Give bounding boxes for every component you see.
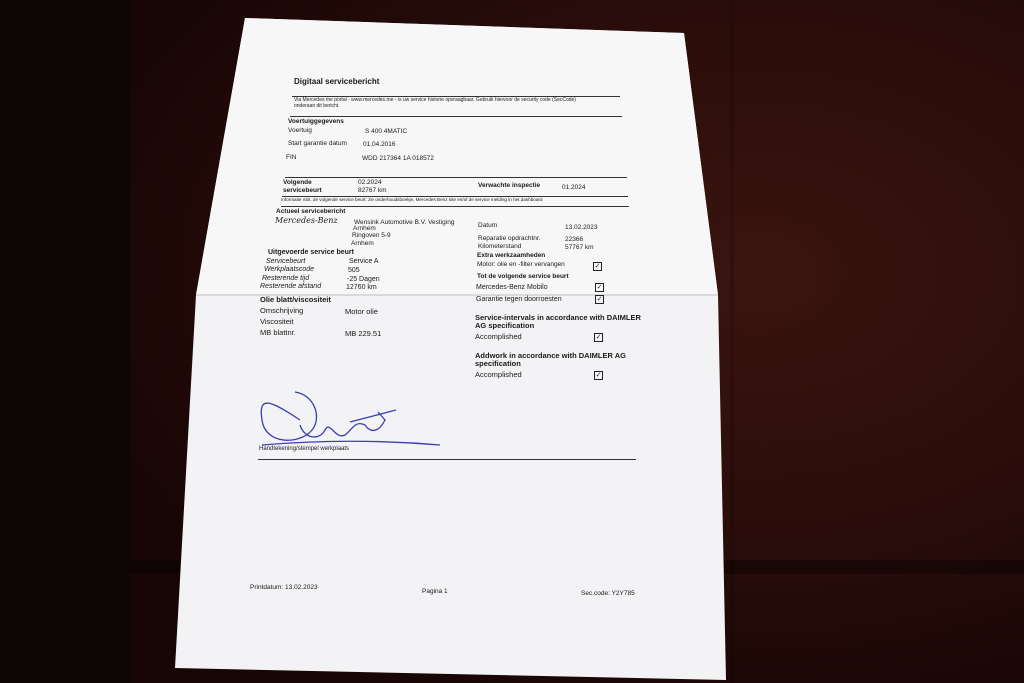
next-service-date: 02.2024 — [358, 179, 382, 186]
next-service-label-1: Volgende — [283, 179, 312, 186]
checkbox-checked-icon: ✓ — [596, 296, 603, 303]
addwork-title-2: specification — [475, 359, 521, 368]
oil-title: Olie blatt/viscositeit — [260, 295, 331, 304]
performed-title: Uitgevoerde service beurt — [268, 249, 354, 256]
performed-value: 12760 km — [346, 284, 377, 291]
repair-order-label: Reparatie opdrachtnr. — [478, 235, 541, 242]
signature-line — [258, 459, 636, 460]
checkbox-checked-icon: ✓ — [595, 372, 602, 379]
warranty-start-label: Start garantie datum — [288, 140, 347, 147]
mercedes-benz-logo: Mercedes-Benz — [275, 216, 338, 225]
oil-label: Viscositeit — [260, 317, 294, 326]
intro-line-1: Via Mercedes me portal - www.mercedes.me - is uw service historie opvraagbaar. Gebruik hiervoor de security code (SecCode) — [294, 97, 576, 103]
vehicle-value: S 400 4MATIC — [365, 128, 408, 135]
signature-label: Handtekening/stempel werkplaats — [259, 446, 350, 452]
performed-value: Service A — [349, 258, 379, 265]
divider — [281, 206, 629, 207]
warranty-start-value: 01.04.2016 — [363, 141, 396, 148]
oil-value: MB 229.51 — [345, 329, 382, 338]
date-value: 13.02.2023 — [565, 224, 598, 231]
oil-label: Omschrijving — [260, 306, 304, 315]
extra-work-item: Motor: olie en -filter vervangen — [477, 261, 565, 268]
interval-title-1: Service-intervals in accordance with DAIMLER — [475, 313, 641, 322]
security-code: Sec.code: Y2Y785 — [581, 590, 635, 597]
fin-value: WDD 217364 1A 018572 — [362, 155, 434, 162]
oil-label: MB blattnr. — [260, 328, 296, 337]
performed-label: Servicebeurt — [266, 258, 306, 265]
info-note: Informatie mbt. de volgende service beurt: zie onderhoudsboekje, Mercedes Benz site en/of de service melding in het dashboard — [281, 197, 543, 202]
interval-title-2: AG specification — [475, 321, 535, 330]
next-service-km: 82767 km — [358, 187, 387, 194]
fin-label: FIN — [286, 154, 297, 161]
odometer-label: Kilometerstand — [478, 243, 522, 250]
document-title: Digitaal servicebericht — [294, 77, 380, 86]
current-service-title: Actueel servicebericht — [276, 208, 346, 215]
next-item: Mercedes-Benz Mobilo — [476, 284, 548, 291]
vehicle-section-title: Voertuiggegevens — [288, 118, 344, 125]
oil-value: Motor olie — [345, 307, 378, 316]
repair-order-value: 22366 — [565, 236, 584, 243]
checkbox-checked-icon: ✓ — [595, 334, 602, 341]
performed-label: Resterende afstand — [260, 283, 322, 290]
divider — [290, 116, 622, 117]
print-date: Printdatum: 13.02.2023 — [250, 584, 318, 591]
odometer-value: 57767 km — [565, 244, 594, 251]
expected-inspection-value: 01.2024 — [562, 184, 586, 191]
dealer-line-2: Arnhem — [353, 225, 376, 232]
performed-value: -25 Dagen — [347, 276, 380, 283]
dealer-line-1: Wensink Automotive B.V. Vestiging — [354, 219, 455, 226]
checkbox-checked-icon: ✓ — [596, 284, 603, 291]
dealer-line-3: Ringoven 5-9 — [352, 232, 391, 239]
intro-line-2: onderaan dit bericht. — [294, 103, 340, 109]
vehicle-label: Voertuig — [288, 127, 312, 134]
expected-inspection-label: Verwachte inspectie — [478, 182, 541, 189]
performed-label: Resterende tijd — [262, 275, 310, 282]
dealer-line-4: Arnhem — [351, 240, 374, 247]
date-label: Datum — [478, 222, 498, 229]
extra-work-title: Extra werkzaamheden — [477, 252, 546, 259]
page-number: Pagina 1 — [422, 588, 448, 595]
next-item: Garantie tegen doorroesten — [476, 296, 562, 303]
interval-status: Accomplished — [475, 332, 522, 341]
addwork-status: Accomplished — [475, 370, 522, 379]
next-service-items-title: Tot de volgende service beurt — [477, 273, 569, 280]
divider — [285, 177, 627, 178]
addwork-title-1: Addwork in accordance with DAIMLER AG — [475, 351, 626, 360]
performed-value: 505 — [348, 267, 360, 274]
checkbox-checked-icon: ✓ — [594, 263, 601, 270]
next-service-label-2: servicebeurt — [283, 187, 322, 194]
performed-label: Werkplaatscode — [264, 266, 315, 273]
